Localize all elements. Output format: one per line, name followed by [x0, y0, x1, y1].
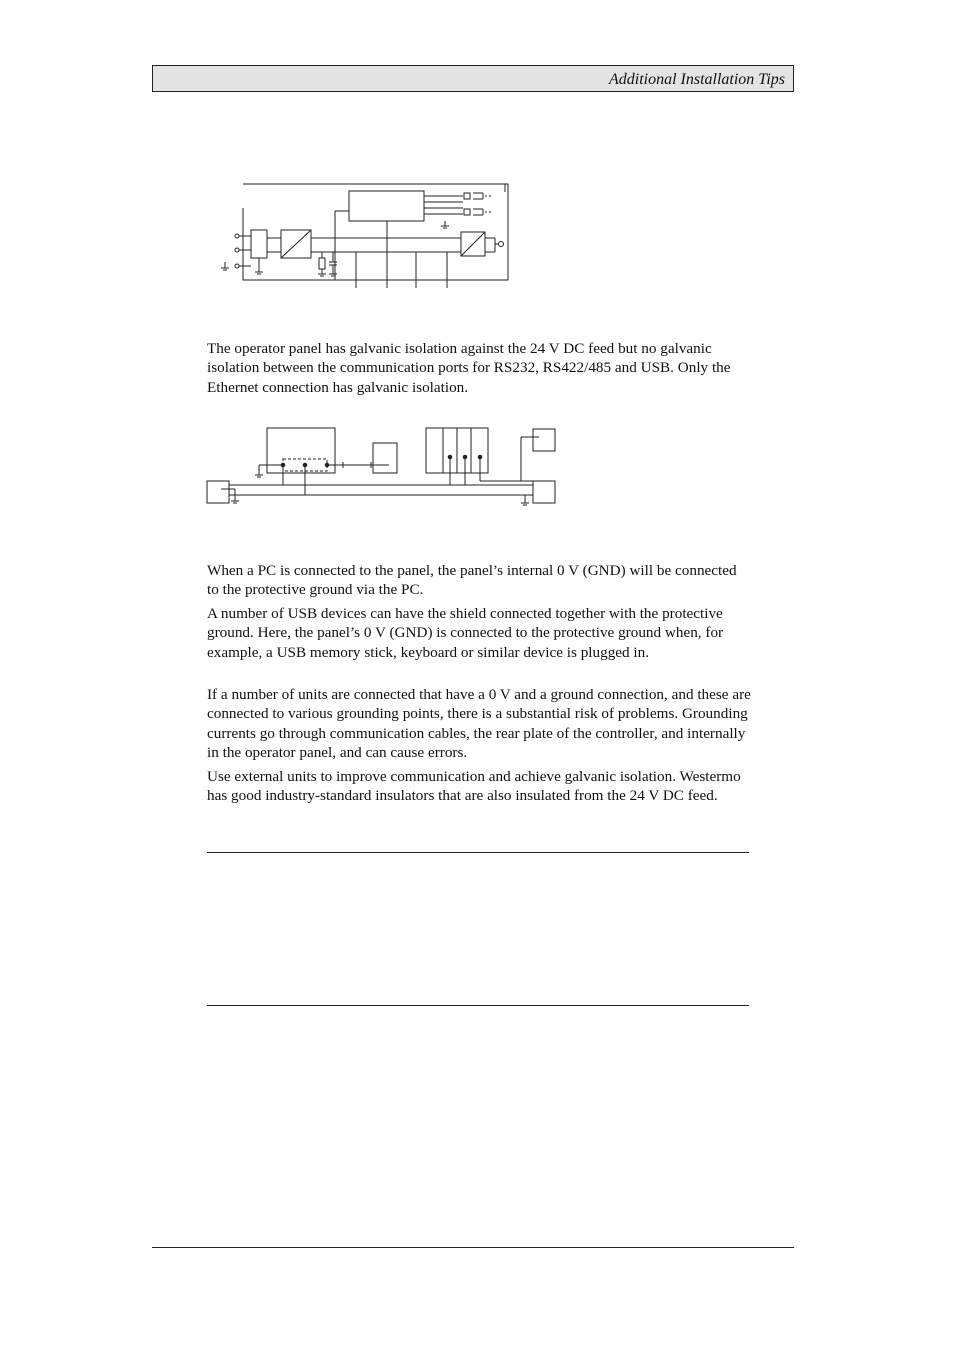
isolation-schematic-diagram: [215, 178, 515, 293]
external-units-paragraph: Use external units to improve communication and achieve galvanic isolation. Westermo has good industry-standard insulators that are also insulated from the 24 V DC feed.: [207, 768, 741, 805]
page-header: [152, 65, 794, 92]
header-title: Additional Installation Tips: [608, 71, 785, 88]
grounding-risk-paragraph: If a number of units are connected that have a 0 V and a ground connection, and these are connected to various grounding points, there is a substantial risk of problems. Grounding currents go through communication cables, the rear plate of the controller, and internally in the operator panel, and can cause errors.: [207, 686, 751, 761]
footer-rule: [152, 1247, 794, 1248]
section-divider-bottom: [207, 1005, 749, 1006]
isolation-description-paragraph: The operator panel has galvanic isolation against the 24 V DC feed but no galvanic isolation between the communication ports for RS232, RS422/485 and USB. Only the Ethernet connection has galvanic isolation.: [207, 340, 731, 396]
section-divider-top: [207, 852, 749, 853]
pc-ground-paragraph: When a PC is connected to the panel, the panel’s internal 0 V (GND) will be connected to the protective ground via the PC.: [207, 562, 737, 599]
usb-ground-paragraph: A number of USB devices can have the shield connected together with the protective ground. Here, the panel’s 0 V (GND) is connected to the protective ground when, for example, a USB memory stick, keyboard or similar device is plugged in.: [207, 605, 724, 661]
grounding-network-diagram: [203, 423, 563, 513]
